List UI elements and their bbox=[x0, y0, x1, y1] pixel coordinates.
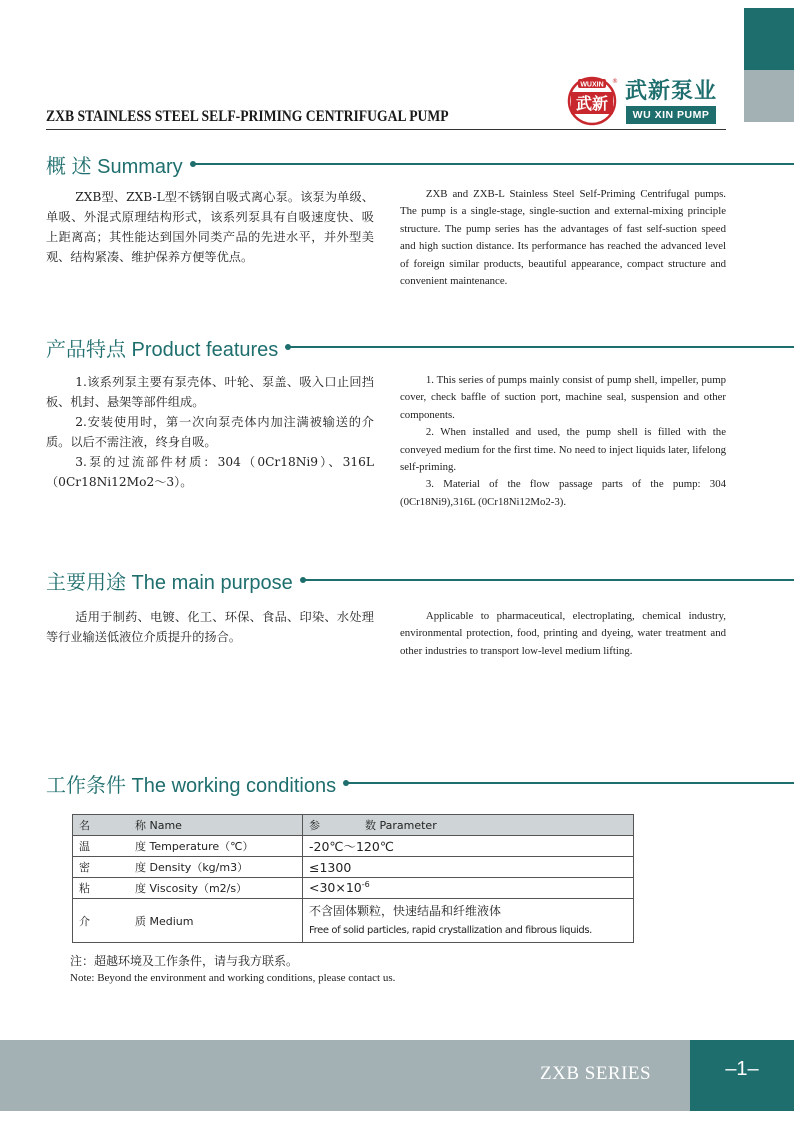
feature-cn-3: 3.泵的过流部件材质：304（0Cr18Ni9）、316L（0Cr18Ni12Mo2～3）。 bbox=[46, 455, 374, 489]
row-name-b: 度 Density（kg/m3） bbox=[135, 861, 249, 874]
heading-rule bbox=[303, 579, 794, 581]
table-header-row bbox=[73, 815, 634, 836]
feature-en-3: 3. Material of the flow passage parts of the pump: 304 (0Cr18Ni9),316L (0Cr18Ni12Mo2-3). bbox=[400, 478, 726, 508]
section-purpose-title: 主要用途 The main purpose bbox=[46, 571, 293, 594]
row-name-a: 温 bbox=[79, 840, 90, 853]
features-en bbox=[400, 372, 726, 511]
medium-value-en: Free of solid particles, rapid crystallization and fibrous liquids. bbox=[309, 924, 592, 936]
row-name bbox=[73, 878, 303, 899]
row-name bbox=[73, 899, 303, 943]
row-value: -20℃～120℃ bbox=[303, 836, 634, 857]
feature-en-2: 2. When installed and used, the pump shell is filled with the conveyed medium for the first time. No need to inject liquids later, lifelong self-priming. bbox=[400, 426, 726, 474]
section-features-heading bbox=[46, 334, 794, 360]
purpose-cn bbox=[46, 607, 374, 647]
row-name-b: 度 Viscosity（m2/s） bbox=[135, 882, 248, 895]
heading-rule bbox=[193, 163, 794, 165]
section-purpose-heading bbox=[46, 567, 794, 593]
row-value-base: <30×10 bbox=[309, 880, 362, 896]
purpose-en-text: Applicable to pharmaceutical, electroplating, chemical industry, environmental protection, food, printing and dyeing, water treatment and other industries to transport low-level medium lifting. bbox=[400, 610, 726, 657]
feature-en-1: 1. This series of pumps mainly consist of pump shell, impeller, pump cover, check baffle of suction port, machine seal, suspension and other components. bbox=[400, 374, 726, 421]
header-parameter bbox=[303, 815, 634, 836]
logo-brand-en: WU XIN PUMP bbox=[626, 106, 716, 124]
logo-emblem-main-text: 武新 bbox=[575, 94, 609, 113]
row-name-a: 介 bbox=[79, 914, 90, 928]
footer-series-label: ZXB SERIES bbox=[540, 1063, 652, 1084]
corner-block-gray bbox=[744, 70, 794, 122]
row-value bbox=[303, 878, 634, 899]
table-row bbox=[73, 836, 634, 857]
row-name-a: 密 bbox=[79, 861, 90, 874]
row-value bbox=[303, 899, 634, 943]
header-param-b: 数 Parameter bbox=[365, 819, 437, 832]
logo-emblem-top-text: WUXIN bbox=[580, 81, 604, 89]
summary-en bbox=[400, 186, 726, 290]
feature-cn-2: 2.安装使用时，第一次向泵壳体内加注满被输送的介质。以后不需注液，终身自吸。 bbox=[46, 415, 374, 449]
header-name-b: 称 Name bbox=[135, 819, 182, 832]
document-title: ZXB STAINLESS STEEL SELF-PRIMING CENTRIFUGAL PUMP bbox=[46, 108, 449, 125]
note-en: Note: Beyond the environment and working conditions, please contact us. bbox=[70, 972, 396, 984]
working-conditions-table bbox=[72, 814, 634, 943]
page-number: –1– bbox=[725, 1058, 759, 1080]
row-name-a: 粘 bbox=[79, 882, 90, 895]
row-name bbox=[73, 857, 303, 878]
section-conditions-title: 工作条件 The working conditions bbox=[46, 774, 337, 797]
row-name bbox=[73, 836, 303, 857]
logo-brand-cn: 武新泵业 bbox=[625, 79, 718, 104]
summary-cn bbox=[46, 187, 374, 267]
heading-rule bbox=[346, 782, 794, 784]
section-summary-heading bbox=[46, 151, 794, 177]
section-conditions-heading bbox=[46, 770, 794, 796]
header-divider bbox=[46, 129, 726, 130]
row-name-b: 质 Medium bbox=[135, 914, 194, 928]
section-summary-title: 概 述 Summary bbox=[46, 155, 183, 178]
header-name-a: 名 bbox=[79, 819, 90, 832]
feature-cn-1: 1.该系列泵主要有泵壳体、叶轮、泵盖、吸入口止回挡板、机封、悬架等部件组成。 bbox=[46, 375, 374, 409]
medium-value-cn: 不含固体颗粒，快速结晶和纤维液体 bbox=[309, 903, 502, 918]
corner-block-teal bbox=[744, 8, 794, 70]
section-features-title: 产品特点 Product features bbox=[46, 338, 279, 361]
header-name bbox=[73, 815, 303, 836]
summary-cn-text: ZXB型、ZXB-L型不锈钢自吸式离心泵。该泵为单级、单吸、外混式原理结构形式，该系列泵具有自吸速度快、吸上距离高；其性能达到国外同类产品的先进水平，并外型美观、结构紧凑、维护保养方便等优点。 bbox=[46, 190, 374, 264]
purpose-en bbox=[400, 608, 726, 660]
registered-mark: ® bbox=[612, 78, 618, 85]
row-value-exponent: -6 bbox=[361, 880, 370, 890]
note-cn: 注：超越环境及工作条件，请与我方联系。 bbox=[70, 954, 299, 968]
purpose-cn-text: 适用于制药、电镀、化工、环保、食品、印染、水处理等行业输送低液位介质提升的扬合。 bbox=[46, 610, 374, 644]
wuxin-logo-emblem bbox=[565, 74, 620, 126]
table-row bbox=[73, 899, 634, 943]
summary-en-text: ZXB and ZXB-L Stainless Steel Self-Priming Centrifugal pumps. The pump is a single-stage, single-suction and external-mixing principle structure. The pump series has the advantages of fast self-suction speed and high suction distance. Its performance has reached the advanced level of foreign similar products, beautiful appearance, compact structure and convenient maintenance. bbox=[400, 188, 726, 288]
row-name-b: 度 Temperature（℃） bbox=[135, 840, 254, 853]
table-row bbox=[73, 878, 634, 899]
row-value: ≤1300 bbox=[303, 857, 634, 878]
table-row bbox=[73, 857, 634, 878]
heading-rule bbox=[288, 346, 794, 348]
header-param-a: 参 bbox=[309, 819, 320, 832]
features-cn bbox=[46, 372, 374, 492]
